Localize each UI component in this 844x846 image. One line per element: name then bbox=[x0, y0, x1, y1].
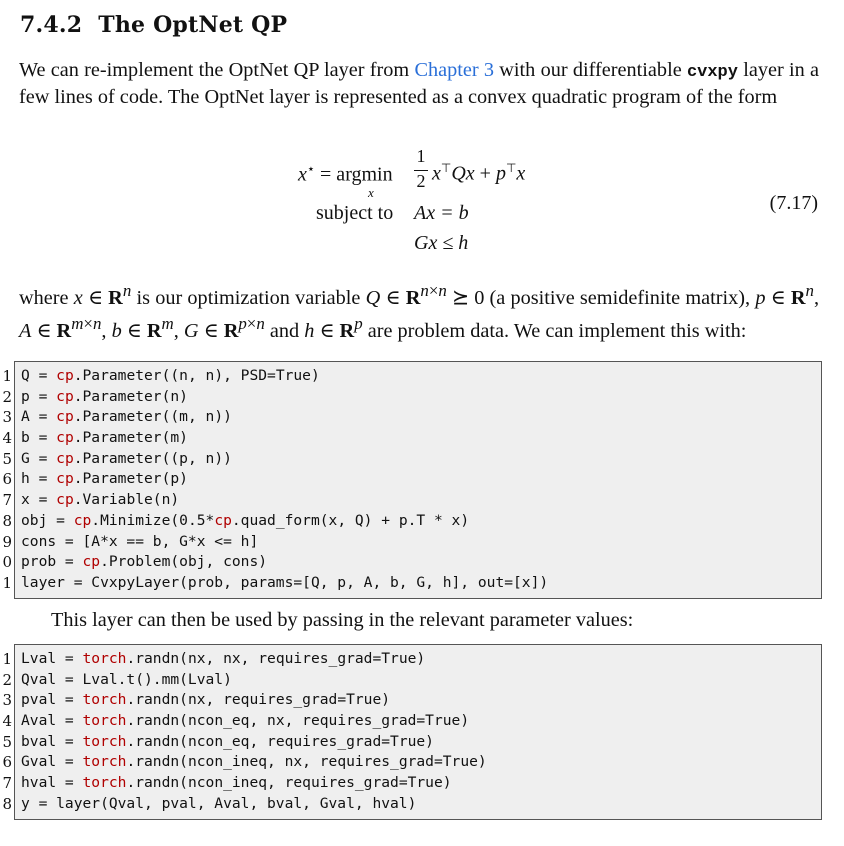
line-number: 8 bbox=[2, 511, 12, 530]
line-number: 5 bbox=[2, 449, 12, 468]
code-line bbox=[2, 490, 821, 511]
equation-argmin-variable: x bbox=[368, 185, 374, 200]
code-text: x = cp.Variable(n) bbox=[21, 491, 180, 509]
code-text: prob = cp.Problem(obj, cons) bbox=[21, 553, 268, 571]
section-title: The OptNet QP bbox=[98, 12, 288, 38]
code-text: Lval = torch.randn(nx, nx, requires_grad=True) bbox=[21, 650, 426, 667]
line-number: 3 bbox=[2, 408, 12, 427]
intro-text: with our differentiable bbox=[494, 59, 687, 81]
where-paragraph: where x ∈ $R^n$ is our optimization variable Q ∈ $R^{n\times n}$ ⪰ 0 (a positive semidefinite matrix), p ∈ $R^n$, A ∈ $R^{m\times n}$, b ∈ $R^m$, G ∈ $R^{p\times n}$ and h ∈ $R^p$ are problem data. We can implement this with: bbox=[19, 281, 820, 342]
code-line bbox=[2, 773, 821, 794]
code-line bbox=[2, 366, 821, 387]
line-number: 3 bbox=[2, 691, 12, 710]
code-line bbox=[2, 387, 821, 408]
intro-text: layer in a few lines of code. The OptNet layer is represented as a convex quadratic program of the form bbox=[19, 59, 819, 108]
code-text: p = cp.Parameter(n) bbox=[21, 387, 188, 405]
between-paragraph: This layer can then be used by passing in the relevant parameter values: bbox=[51, 609, 634, 631]
code-text: A = cp.Parameter((m, n)) bbox=[21, 408, 232, 426]
code-text: layer = CvxpyLayer(prob, params=[Q, p, A, b, G, h], out=[x]) bbox=[21, 573, 549, 591]
equation-number: (7.17) bbox=[769, 192, 818, 214]
code-line bbox=[2, 552, 821, 573]
inequality-constraint: Gx ≤ h bbox=[414, 232, 469, 254]
code-text: cons = [A*x == b, G*x <= h] bbox=[21, 532, 259, 550]
code-line bbox=[2, 690, 821, 711]
equality-constraint: Ax = b bbox=[414, 202, 469, 224]
section-number: 7.4.2 bbox=[20, 12, 83, 38]
line-number: 7 bbox=[2, 774, 12, 793]
line-number: 5 bbox=[2, 732, 12, 751]
code-line bbox=[2, 732, 821, 753]
where-text: (a positive semidefinite matrix), bbox=[484, 286, 751, 309]
code-text: y = layer(Qval, pval, Aval, bval, Gval, hval) bbox=[21, 794, 417, 812]
line-number: 1 bbox=[2, 650, 12, 668]
intro-text: We can re-implement the OptNet QP layer from bbox=[19, 59, 415, 81]
code-text: obj = cp.Minimize(0.5*cp.quad_form(x, Q) + p.T * x) bbox=[21, 511, 470, 529]
code-text: Aval = torch.randn(ncon_eq, nx, requires_grad=True) bbox=[21, 712, 470, 730]
inline-code-cvxpy: cvxpy bbox=[686, 63, 738, 82]
code-line bbox=[2, 511, 821, 532]
section-heading bbox=[20, 12, 287, 38]
line-number: 4 bbox=[2, 712, 12, 731]
code-text: h = cp.Parameter(p) bbox=[21, 470, 188, 488]
equation-lhs: x⋆ = argmin bbox=[298, 161, 393, 186]
code-text: hval = torch.randn(ncon_ineq, requires_grad=True) bbox=[21, 774, 452, 792]
code-text: bval = torch.randn(ncon_eq, requires_grad=True) bbox=[21, 732, 434, 750]
line-number: 6 bbox=[2, 753, 12, 772]
code-line bbox=[2, 469, 821, 490]
fraction-numerator: 1 bbox=[416, 146, 426, 166]
line-number: 2 bbox=[2, 387, 12, 406]
line-number: 1 bbox=[2, 573, 12, 592]
chapter-link[interactable]: Chapter 3 bbox=[414, 59, 495, 81]
code-text: b = cp.Parameter(m) bbox=[21, 429, 188, 447]
code-text: G = cp.Parameter((p, n)) bbox=[21, 449, 232, 467]
line-number: 9 bbox=[2, 532, 12, 551]
where-text: is our optimization variable bbox=[131, 286, 366, 309]
subject-to-label: subject to bbox=[316, 202, 394, 224]
code-line bbox=[2, 428, 821, 449]
where-text: where bbox=[19, 286, 74, 309]
code-line bbox=[2, 532, 821, 553]
where-text: are problem data. We can implement this with: bbox=[362, 319, 747, 342]
code-listing-cvxpy bbox=[2, 361, 822, 599]
code-line bbox=[2, 573, 821, 594]
code-line bbox=[2, 670, 821, 691]
line-number: 2 bbox=[2, 670, 12, 689]
code-text: Q = cp.Parameter((n, n), PSD=True) bbox=[21, 367, 320, 384]
equation-7-17 bbox=[0, 140, 844, 265]
code-text: pval = torch.randn(nx, requires_grad=True) bbox=[21, 691, 391, 709]
line-number: 0 bbox=[2, 553, 12, 572]
code-line bbox=[2, 794, 821, 815]
code-line bbox=[2, 449, 821, 470]
line-number: 4 bbox=[2, 429, 12, 448]
code-line bbox=[2, 649, 821, 670]
code-text: Qval = Lval.t().mm(Lval) bbox=[21, 670, 232, 688]
line-number: 7 bbox=[2, 491, 12, 510]
line-number: 1 bbox=[2, 367, 12, 385]
code-line bbox=[2, 711, 821, 732]
intro-paragraph bbox=[19, 58, 819, 110]
line-number: 8 bbox=[2, 794, 12, 813]
code-line bbox=[2, 407, 821, 428]
fraction-denominator: 2 bbox=[416, 171, 426, 191]
line-number: 6 bbox=[2, 470, 12, 489]
code-text: Gval = torch.randn(ncon_ineq, nx, requires_grad=True) bbox=[21, 753, 487, 771]
equation-objective: x⊤Qx + p⊤x bbox=[432, 161, 526, 185]
code-listing-torch bbox=[2, 644, 822, 820]
code-line bbox=[2, 752, 821, 773]
